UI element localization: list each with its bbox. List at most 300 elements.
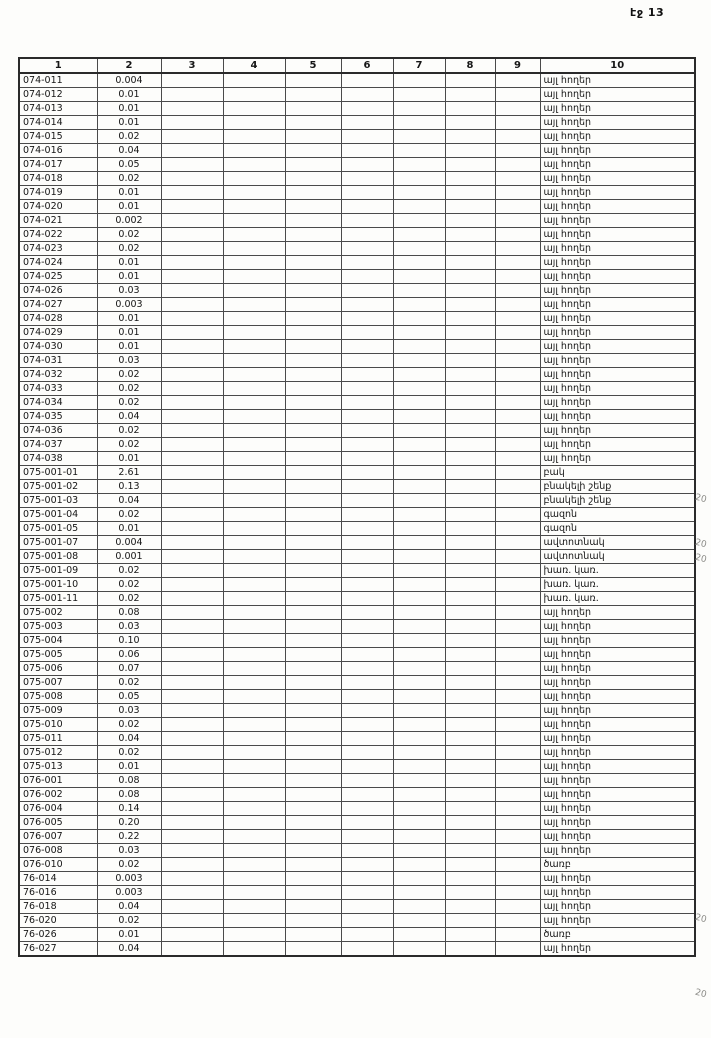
cell-empty xyxy=(393,116,445,130)
table-row xyxy=(19,200,695,214)
cell-parcel-code: 075-002 xyxy=(19,606,97,620)
cell-parcel-code: 074-035 xyxy=(19,410,97,424)
cell-empty xyxy=(445,844,495,858)
cell-area-value: 0.02 xyxy=(97,242,161,256)
cell-empty xyxy=(285,73,341,88)
cell-empty xyxy=(393,466,445,480)
table-row xyxy=(19,354,695,368)
cell-empty xyxy=(223,746,285,760)
cell-empty xyxy=(285,326,341,340)
cell-empty xyxy=(495,88,540,102)
cell-empty xyxy=(393,326,445,340)
cell-parcel-code: 075-001-09 xyxy=(19,564,97,578)
cell-empty xyxy=(161,73,223,88)
cell-empty xyxy=(285,718,341,732)
cell-empty xyxy=(285,858,341,872)
cell-empty xyxy=(495,844,540,858)
table-row xyxy=(19,732,695,746)
table-row xyxy=(19,802,695,816)
cell-empty xyxy=(393,368,445,382)
cell-area-value: 0.13 xyxy=(97,480,161,494)
cell-land-use: բակ xyxy=(540,466,695,480)
cell-empty xyxy=(341,480,393,494)
cell-empty xyxy=(445,816,495,830)
cell-empty xyxy=(341,298,393,312)
cell-empty xyxy=(445,858,495,872)
cell-empty xyxy=(393,508,445,522)
cell-empty xyxy=(341,172,393,186)
cell-empty xyxy=(445,382,495,396)
cell-empty xyxy=(285,298,341,312)
cell-empty xyxy=(495,438,540,452)
cell-empty xyxy=(285,746,341,760)
cell-empty xyxy=(285,270,341,284)
cell-empty xyxy=(285,872,341,886)
cell-empty xyxy=(161,802,223,816)
cell-empty xyxy=(341,774,393,788)
cell-empty xyxy=(495,690,540,704)
cell-empty xyxy=(393,690,445,704)
cell-empty xyxy=(341,228,393,242)
cell-empty xyxy=(161,718,223,732)
cell-empty xyxy=(285,340,341,354)
cell-parcel-code: 074-038 xyxy=(19,452,97,466)
column-header: 2 xyxy=(97,58,161,73)
cell-parcel-code: 074-033 xyxy=(19,382,97,396)
table-row xyxy=(19,536,695,550)
table-row xyxy=(19,942,695,957)
cell-parcel-code: 076-002 xyxy=(19,788,97,802)
table-row xyxy=(19,858,695,872)
cell-empty xyxy=(445,340,495,354)
cell-empty xyxy=(445,102,495,116)
cell-parcel-code: 074-031 xyxy=(19,354,97,368)
cell-empty xyxy=(393,592,445,606)
cell-empty xyxy=(341,746,393,760)
cell-empty xyxy=(445,354,495,368)
table-row xyxy=(19,480,695,494)
cell-area-value: 0.10 xyxy=(97,634,161,648)
cell-empty xyxy=(223,662,285,676)
cell-empty xyxy=(161,592,223,606)
cell-area-value: 0.04 xyxy=(97,900,161,914)
cell-empty xyxy=(445,592,495,606)
cell-empty xyxy=(393,130,445,144)
cell-parcel-code: 074-023 xyxy=(19,242,97,256)
cell-empty xyxy=(393,228,445,242)
cell-empty xyxy=(285,830,341,844)
cell-empty xyxy=(341,256,393,270)
cell-empty xyxy=(223,312,285,326)
cell-empty xyxy=(285,130,341,144)
cell-empty xyxy=(393,746,445,760)
cell-empty xyxy=(495,634,540,648)
cell-empty xyxy=(285,508,341,522)
table-row xyxy=(19,648,695,662)
table-row xyxy=(19,228,695,242)
cell-empty xyxy=(161,102,223,116)
cell-area-value: 0.04 xyxy=(97,732,161,746)
cell-empty xyxy=(161,480,223,494)
cell-parcel-code: 074-020 xyxy=(19,200,97,214)
cell-empty xyxy=(393,606,445,620)
cell-empty xyxy=(341,620,393,634)
cell-empty xyxy=(445,270,495,284)
cell-empty xyxy=(161,816,223,830)
cell-empty xyxy=(445,284,495,298)
cell-area-value: 0.02 xyxy=(97,914,161,928)
cell-empty xyxy=(341,732,393,746)
cell-parcel-code: 076-007 xyxy=(19,830,97,844)
cell-empty xyxy=(223,326,285,340)
cell-land-use: այլ հողեր xyxy=(540,606,695,620)
cell-land-use: խառ. կառ. xyxy=(540,578,695,592)
cell-area-value: 0.003 xyxy=(97,872,161,886)
cell-empty xyxy=(223,116,285,130)
cell-empty xyxy=(161,746,223,760)
cell-land-use: այլ հողեր xyxy=(540,354,695,368)
cell-empty xyxy=(393,578,445,592)
cell-empty xyxy=(223,942,285,957)
table-row xyxy=(19,886,695,900)
table-row xyxy=(19,494,695,508)
cell-empty xyxy=(223,256,285,270)
cell-empty xyxy=(161,648,223,662)
cell-empty xyxy=(285,606,341,620)
cell-empty xyxy=(495,774,540,788)
cell-parcel-code: 075-009 xyxy=(19,704,97,718)
cell-empty xyxy=(285,886,341,900)
cell-empty xyxy=(285,466,341,480)
cell-area-value: 0.02 xyxy=(97,396,161,410)
cell-empty xyxy=(393,914,445,928)
cell-empty xyxy=(495,396,540,410)
cell-land-use: այլ հողեր xyxy=(540,830,695,844)
table-row xyxy=(19,564,695,578)
cell-empty xyxy=(285,536,341,550)
cell-empty xyxy=(445,830,495,844)
cell-empty xyxy=(445,452,495,466)
header-row xyxy=(19,58,695,73)
cell-area-value: 0.01 xyxy=(97,102,161,116)
cell-parcel-code: 074-026 xyxy=(19,284,97,298)
cell-empty xyxy=(341,354,393,368)
cell-empty xyxy=(393,718,445,732)
cell-parcel-code: 076-005 xyxy=(19,816,97,830)
cell-area-value: 0.05 xyxy=(97,690,161,704)
cell-parcel-code: 076-001 xyxy=(19,774,97,788)
cell-empty xyxy=(495,494,540,508)
cell-land-use: այլ հողեր xyxy=(540,116,695,130)
cell-empty xyxy=(161,116,223,130)
cell-empty xyxy=(285,732,341,746)
cell-empty xyxy=(393,522,445,536)
cell-empty xyxy=(445,214,495,228)
cell-empty xyxy=(161,270,223,284)
cell-empty xyxy=(223,424,285,438)
cell-empty xyxy=(445,158,495,172)
handwritten-margin-mark: 20 xyxy=(693,552,708,566)
cell-empty xyxy=(341,676,393,690)
table-row xyxy=(19,774,695,788)
cell-empty xyxy=(341,536,393,550)
cell-empty xyxy=(285,382,341,396)
cell-parcel-code: 075-001-10 xyxy=(19,578,97,592)
cell-empty xyxy=(495,620,540,634)
cell-empty xyxy=(445,802,495,816)
cell-empty xyxy=(341,340,393,354)
table-row xyxy=(19,816,695,830)
cell-empty xyxy=(285,354,341,368)
cell-land-use: ավտոտնակ xyxy=(540,536,695,550)
table-row xyxy=(19,312,695,326)
cell-land-use: այլ հողեր xyxy=(540,746,695,760)
cell-empty xyxy=(495,158,540,172)
cell-empty xyxy=(341,606,393,620)
cell-empty xyxy=(445,88,495,102)
cell-empty xyxy=(285,116,341,130)
cell-area-value: 0.003 xyxy=(97,298,161,312)
handwritten-margin-mark: 20 xyxy=(693,912,708,926)
cell-empty xyxy=(285,564,341,578)
cell-empty xyxy=(161,858,223,872)
cell-area-value: 0.02 xyxy=(97,130,161,144)
cell-empty xyxy=(161,704,223,718)
cell-empty xyxy=(285,312,341,326)
cell-parcel-code: 074-032 xyxy=(19,368,97,382)
cell-empty xyxy=(445,732,495,746)
cell-empty xyxy=(223,340,285,354)
cell-empty xyxy=(393,186,445,200)
cell-empty xyxy=(161,242,223,256)
cell-empty xyxy=(285,914,341,928)
cell-empty xyxy=(223,816,285,830)
cell-empty xyxy=(285,88,341,102)
cell-empty xyxy=(445,312,495,326)
cell-parcel-code: 075-004 xyxy=(19,634,97,648)
cell-empty xyxy=(495,452,540,466)
cell-empty xyxy=(445,438,495,452)
cell-land-use: գազոն xyxy=(540,522,695,536)
cell-empty xyxy=(495,102,540,116)
cell-area-value: 0.02 xyxy=(97,228,161,242)
cell-parcel-code: 074-014 xyxy=(19,116,97,130)
cell-empty xyxy=(161,872,223,886)
cell-empty xyxy=(223,396,285,410)
cell-area-value: 0.03 xyxy=(97,620,161,634)
cell-empty xyxy=(285,214,341,228)
cell-area-value: 0.004 xyxy=(97,536,161,550)
cell-area-value: 0.01 xyxy=(97,928,161,942)
cell-parcel-code: 074-029 xyxy=(19,326,97,340)
table-row xyxy=(19,214,695,228)
cell-empty xyxy=(161,676,223,690)
cell-empty xyxy=(495,578,540,592)
cell-empty xyxy=(161,466,223,480)
cell-land-use: այլ հողեր xyxy=(540,186,695,200)
cell-land-use: այլ հողեր xyxy=(540,256,695,270)
cell-parcel-code: 76-014 xyxy=(19,872,97,886)
cell-empty xyxy=(495,354,540,368)
cell-empty xyxy=(393,102,445,116)
cell-empty xyxy=(341,830,393,844)
cell-empty xyxy=(393,410,445,424)
cell-empty xyxy=(223,620,285,634)
cell-empty xyxy=(161,620,223,634)
cell-area-value: 0.01 xyxy=(97,340,161,354)
cell-land-use: այլ հողեր xyxy=(540,690,695,704)
cell-empty xyxy=(495,900,540,914)
cell-empty xyxy=(495,802,540,816)
cell-parcel-code: 074-034 xyxy=(19,396,97,410)
cell-empty xyxy=(445,116,495,130)
cell-empty xyxy=(161,788,223,802)
cell-empty xyxy=(341,158,393,172)
cell-area-value: 0.003 xyxy=(97,886,161,900)
cell-empty xyxy=(495,382,540,396)
cell-area-value: 2.61 xyxy=(97,466,161,480)
cell-empty xyxy=(161,452,223,466)
cell-empty xyxy=(161,732,223,746)
cell-empty xyxy=(495,662,540,676)
cell-empty xyxy=(223,480,285,494)
cell-empty xyxy=(223,102,285,116)
cell-area-value: 0.04 xyxy=(97,494,161,508)
cell-empty xyxy=(161,410,223,424)
cell-empty xyxy=(161,396,223,410)
cell-empty xyxy=(393,942,445,957)
cell-empty xyxy=(445,914,495,928)
cell-empty xyxy=(161,354,223,368)
cell-area-value: 0.01 xyxy=(97,760,161,774)
cell-land-use: այլ հողեր xyxy=(540,88,695,102)
cell-empty xyxy=(341,704,393,718)
cell-empty xyxy=(223,242,285,256)
cell-empty xyxy=(393,158,445,172)
cell-parcel-code: 075-001-02 xyxy=(19,480,97,494)
cell-empty xyxy=(495,144,540,158)
cell-empty xyxy=(495,298,540,312)
cell-empty xyxy=(223,634,285,648)
cell-empty xyxy=(285,158,341,172)
cell-empty xyxy=(223,704,285,718)
cell-empty xyxy=(285,438,341,452)
cell-area-value: 0.03 xyxy=(97,704,161,718)
cell-land-use: այլ հողեր xyxy=(540,144,695,158)
cell-empty xyxy=(161,326,223,340)
cell-empty xyxy=(393,312,445,326)
cell-empty xyxy=(495,760,540,774)
table-row xyxy=(19,606,695,620)
cell-empty xyxy=(161,662,223,676)
cell-land-use: ծառբ xyxy=(540,928,695,942)
cell-area-value: 0.04 xyxy=(97,410,161,424)
cell-area-value: 0.02 xyxy=(97,172,161,186)
cell-parcel-code: 074-030 xyxy=(19,340,97,354)
cell-empty xyxy=(445,256,495,270)
cell-empty xyxy=(285,662,341,676)
cell-land-use: այլ հողեր xyxy=(540,788,695,802)
cell-empty xyxy=(285,550,341,564)
cell-empty xyxy=(285,690,341,704)
cell-empty xyxy=(445,396,495,410)
cell-empty xyxy=(341,522,393,536)
cell-empty xyxy=(495,564,540,578)
cell-empty xyxy=(341,900,393,914)
cell-area-value: 0.02 xyxy=(97,424,161,438)
cell-empty xyxy=(393,144,445,158)
cell-empty xyxy=(285,494,341,508)
cell-empty xyxy=(341,116,393,130)
cell-empty xyxy=(445,494,495,508)
cell-empty xyxy=(393,172,445,186)
table-body xyxy=(19,73,695,956)
cell-empty xyxy=(495,186,540,200)
cell-empty xyxy=(223,452,285,466)
cell-empty xyxy=(393,354,445,368)
handwritten-margin-mark: 20 xyxy=(693,537,708,551)
cell-empty xyxy=(285,648,341,662)
cell-empty xyxy=(223,690,285,704)
cell-area-value: 0.02 xyxy=(97,382,161,396)
cell-area-value: 0.02 xyxy=(97,746,161,760)
cell-land-use: այլ հողեր xyxy=(540,452,695,466)
cell-empty xyxy=(223,886,285,900)
cell-empty xyxy=(161,536,223,550)
cell-empty xyxy=(495,368,540,382)
cell-empty xyxy=(341,942,393,957)
cell-empty xyxy=(161,424,223,438)
cell-empty xyxy=(445,368,495,382)
cell-empty xyxy=(495,746,540,760)
cell-empty xyxy=(223,648,285,662)
cell-empty xyxy=(341,102,393,116)
cell-empty xyxy=(223,536,285,550)
cell-empty xyxy=(223,298,285,312)
cell-empty xyxy=(495,718,540,732)
table-row xyxy=(19,662,695,676)
cell-empty xyxy=(495,172,540,186)
cell-parcel-code: 075-001-11 xyxy=(19,592,97,606)
cell-empty xyxy=(393,774,445,788)
cell-empty xyxy=(445,144,495,158)
cell-empty xyxy=(161,844,223,858)
table-row xyxy=(19,73,695,88)
cell-land-use: այլ հողեր xyxy=(540,620,695,634)
cell-area-value: 0.22 xyxy=(97,830,161,844)
cell-area-value: 0.01 xyxy=(97,522,161,536)
cell-empty xyxy=(445,690,495,704)
cell-empty xyxy=(341,578,393,592)
cell-parcel-code: 074-021 xyxy=(19,214,97,228)
cell-empty xyxy=(341,788,393,802)
cell-empty xyxy=(495,914,540,928)
column-header: 10 xyxy=(540,58,695,73)
cell-parcel-code: 075-007 xyxy=(19,676,97,690)
cell-empty xyxy=(223,284,285,298)
cell-empty xyxy=(223,928,285,942)
cell-empty xyxy=(341,73,393,88)
cell-empty xyxy=(341,550,393,564)
cell-empty xyxy=(341,648,393,662)
cell-empty xyxy=(341,662,393,676)
cell-empty xyxy=(445,662,495,676)
table-row xyxy=(19,158,695,172)
table-row xyxy=(19,256,695,270)
cell-empty xyxy=(495,858,540,872)
cell-empty xyxy=(223,158,285,172)
cell-land-use: այլ հողեր xyxy=(540,732,695,746)
